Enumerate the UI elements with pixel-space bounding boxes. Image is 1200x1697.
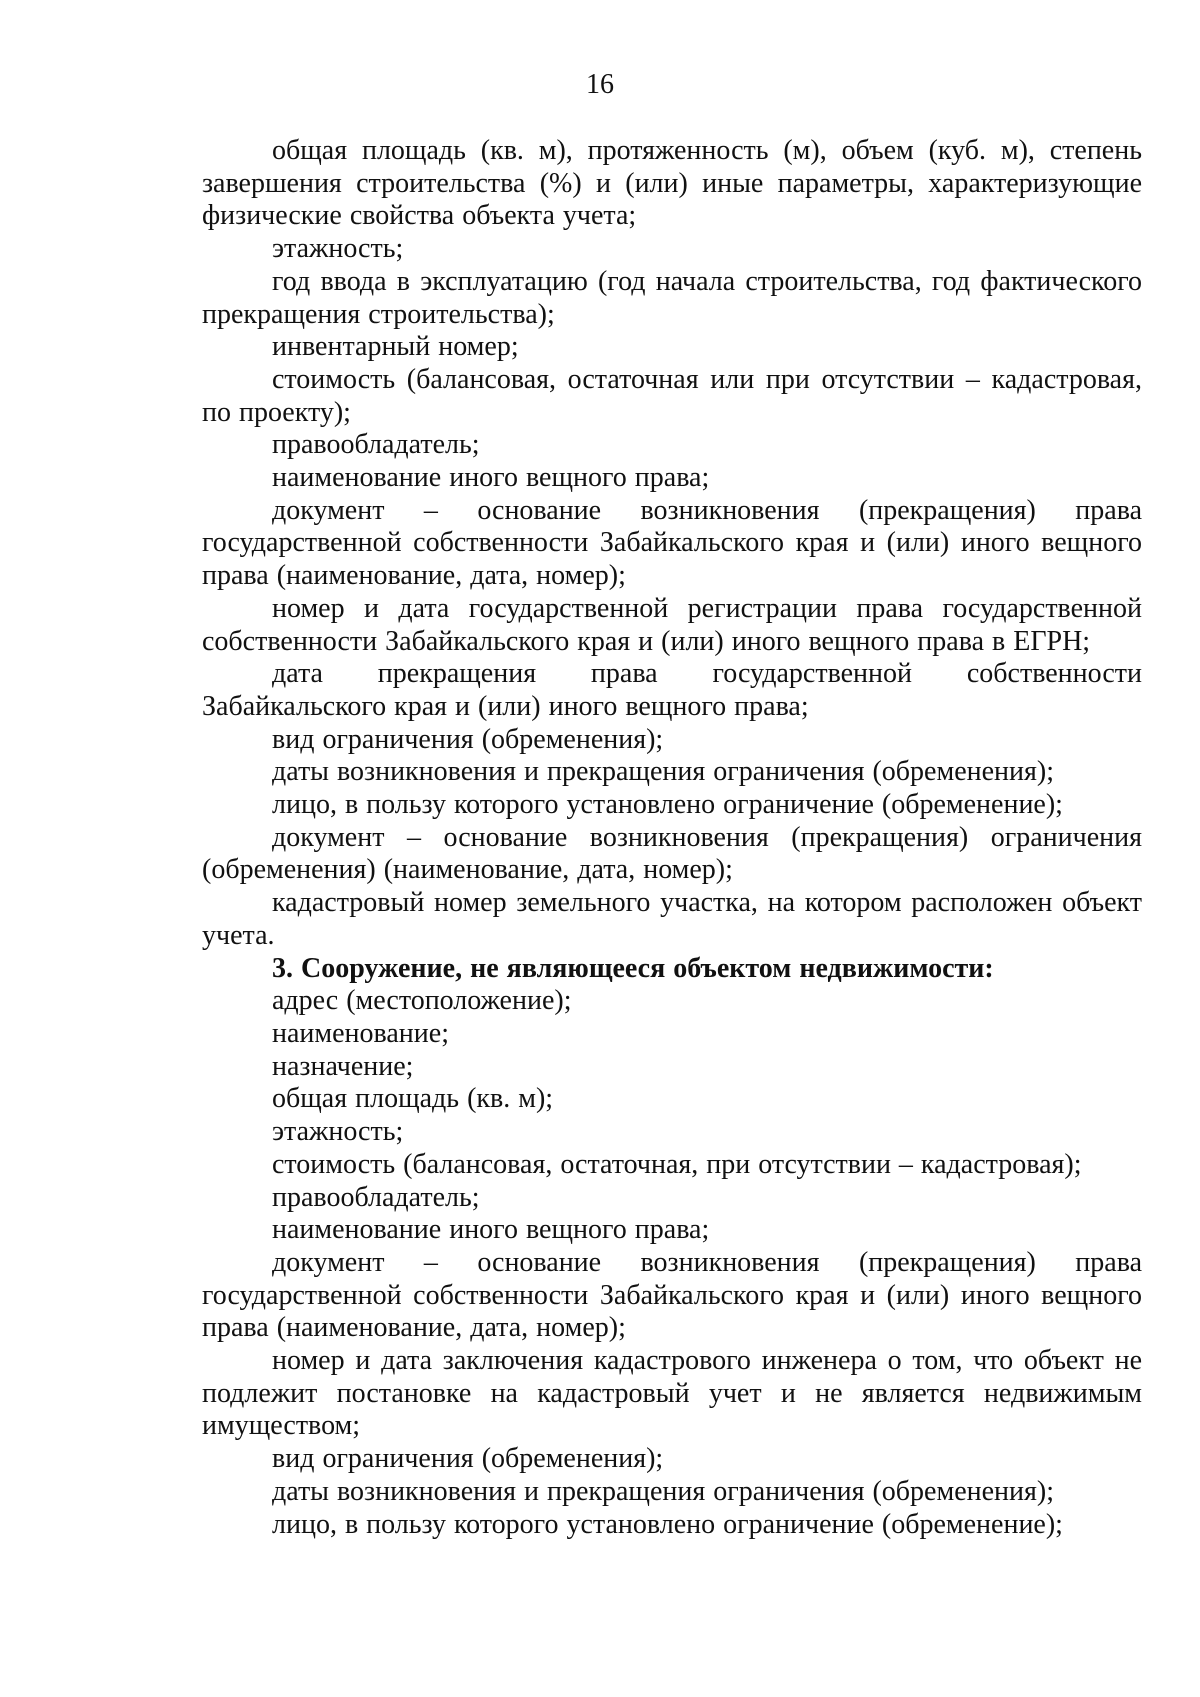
paragraph-encumbrance-beneficiary: лицо, в пользу которого установлено ограничение (обременение); xyxy=(272,789,1063,821)
paragraph-engineer-conclusion: номер и дата заключения кадастрового инженера о том, что объект не подлежит постановке на кадастровый учет и не является недвижимым имуществом; xyxy=(202,1345,1142,1442)
paragraph-other-right-name-2: наименование иного вещного права; xyxy=(272,1214,710,1246)
document-body xyxy=(202,135,1142,1541)
paragraph-encumbrance-type-2: вид ограничения (обременения); xyxy=(272,1443,664,1475)
paragraph-total-area-2: общая площадь (кв. м); xyxy=(272,1083,554,1115)
paragraph-registration-number-date: номер и дата государственной регистрации права государственной собственности Забайкальского края и (или) иного вещного права в ЕГРН; xyxy=(202,592,1142,657)
paragraph-name: наименование; xyxy=(272,1017,449,1049)
paragraph-cadastral-land-number: кадастровый номер земельного участка, на котором расположен объект учета. xyxy=(202,887,1142,951)
paragraph-purpose: назначение; xyxy=(272,1050,414,1082)
paragraph-encumbrance-beneficiary-2: лицо, в пользу которого установлено ограничение (обременение); xyxy=(272,1508,1063,1540)
paragraph-inventory-number: инвентарный номер; xyxy=(272,331,519,363)
paragraph-address: адрес (местоположение); xyxy=(272,985,572,1017)
paragraph-other-right-name: наименование иного вещного права; xyxy=(272,462,710,494)
paragraph-encumbrance-dates: даты возникновения и прекращения ограничения (обременения); xyxy=(272,756,1054,788)
paragraph-total-area: общая площадь (кв. м), протяженность (м), объем (куб. м), степень завершения строительства (%) и (или) иные параметры, характеризующие физические свойства объекта учета; xyxy=(202,135,1142,232)
paragraph-right-holder-2: правообладатель; xyxy=(272,1181,480,1213)
paragraph-encumbrance-dates-2: даты возникновения и прекращения ограничения (обременения); xyxy=(272,1475,1054,1507)
paragraph-right-holder: правообладатель; xyxy=(272,429,480,461)
page-number: 16 xyxy=(586,69,614,100)
paragraph-right-termination-date: дата прекращения права государственной собственности Забайкальского края и (или) иного вещного права; xyxy=(202,658,1142,722)
section-heading-structure: 3. Сооружение, не являющееся объектом недвижимости: xyxy=(272,952,994,984)
paragraph-floors-2: этажность; xyxy=(272,1116,404,1148)
paragraph-right-basis-document: документ – основание возникновения (прекращения) права государственной собственности Забайкальского края и (или) иного вещного права (наименование, дата, номер); xyxy=(202,494,1142,592)
paragraph-cost-2: стоимость (балансовая, остаточная, при отсутствии – кадастровая); xyxy=(272,1148,1082,1180)
paragraph-commission-year: год ввода в эксплуатацию (год начала строительства, год фактического прекращения строительства); xyxy=(202,265,1142,330)
paragraph-right-basis-document-2: документ – основание возникновения (прекращения) права государственной собственности Забайкальского края и (или) иного вещного права (наименование, дата, номер); xyxy=(202,1246,1142,1344)
paragraph-floors: этажность; xyxy=(272,233,404,265)
paragraph-cost: стоимость (балансовая, остаточная или при отсутствии – кадастровая, по проекту); xyxy=(202,363,1142,428)
paragraph-encumbrance-basis-document: документ – основание возникновения (прекращения) ограничения (обременения) (наименование, дата, номер); xyxy=(202,821,1142,886)
paragraph-encumbrance-type: вид ограничения (обременения); xyxy=(272,723,664,755)
